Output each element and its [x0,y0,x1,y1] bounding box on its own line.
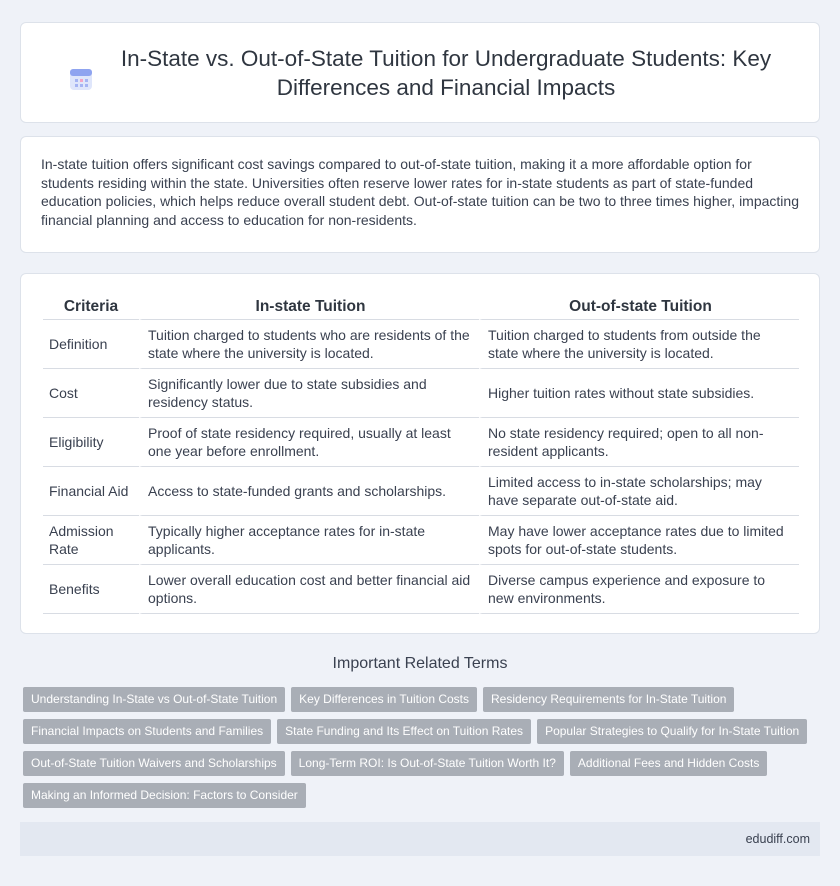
related-term-tag[interactable]: Making an Informed Decision: Factors to Consider [23,783,306,808]
intro-paragraph: In-state tuition offers significant cost savings compared to out-of-state tuition, making it a more affordable option for students residing within the state. Universities often reserve lower rates for in-state students as part of state-funded education policies, which helps reduce overall student debt. Out-of-state tuition can be two to three times higher, impacting financial planning and access to education for non-residents. [41,156,799,228]
calendar-icon [68,66,94,92]
related-term-tag[interactable]: Understanding In-State vs Out-of-State Tuition [23,687,285,712]
related-term-tag[interactable]: Out-of-State Tuition Waivers and Scholarships [23,751,285,776]
table-row [43,467,799,516]
related-term-tag[interactable]: State Funding and Its Effect on Tuition Rates [277,719,531,744]
criteria-cell: Cost [43,369,139,418]
related-terms-title: Important Related Terms [332,655,508,672]
out-of-state-cell: No state residency required; open to all non-resident applicants. [479,418,799,467]
footer-site-link[interactable]: edudiff.com [745,832,810,846]
in-state-cell: Significantly lower due to state subsidies and residency status. [139,369,479,418]
in-state-cell: Typically higher acceptance rates for in-state applicants. [139,516,479,565]
header-criteria: Criteria [43,294,139,320]
related-term-tag[interactable]: Long-Term ROI: Is Out-of-State Tuition Worth It? [291,751,564,776]
related-term-tag[interactable]: Popular Strategies to Qualify for In-State Tuition [537,719,807,744]
related-term-tag[interactable]: Residency Requirements for In-State Tuition [483,687,734,712]
table-row [43,418,799,467]
in-state-cell: Tuition charged to students who are residents of the state where the university is located. [139,320,479,369]
header-out-of-state: Out-of-state Tuition [479,294,799,320]
table-row [43,369,799,418]
comparison-table-card [20,273,820,634]
table-row [43,565,799,614]
out-of-state-cell: Tuition charged to students from outside the state where the university is located. [479,320,799,369]
in-state-cell: Proof of state residency required, usually at least one year before enrollment. [139,418,479,467]
intro-card [20,136,820,253]
out-of-state-cell: Limited access to in-state scholarships; may have separate out-of-state aid. [479,467,799,516]
related-term-tag[interactable]: Additional Fees and Hidden Costs [570,751,767,776]
header-in-state: In-state Tuition [139,294,479,320]
related-terms-list [23,687,823,815]
out-of-state-cell: Diverse campus experience and exposure to new environments. [479,565,799,614]
related-term-tag[interactable]: Financial Impacts on Students and Families [23,719,271,744]
footer [20,822,820,856]
table-row [43,516,799,565]
page-title: In-State vs. Out-of-State Tuition for Undergraduate Students: Key Differences and Financial Impacts [120,45,772,100]
criteria-cell: Financial Aid [43,467,139,516]
in-state-cell: Access to state-funded grants and scholarships. [139,467,479,516]
comparison-table [43,294,799,614]
criteria-cell: Admission Rate [43,516,139,565]
in-state-cell: Lower overall education cost and better financial aid options. [139,565,479,614]
related-term-tag[interactable]: Key Differences in Tuition Costs [291,687,477,712]
table-row [43,320,799,369]
criteria-cell: Benefits [43,565,139,614]
table-header-row [43,294,799,320]
title-card [20,22,820,123]
out-of-state-cell: May have lower acceptance rates due to limited spots for out-of-state students. [479,516,799,565]
out-of-state-cell: Higher tuition rates without state subsidies. [479,369,799,418]
criteria-cell: Eligibility [43,418,139,467]
criteria-cell: Definition [43,320,139,369]
